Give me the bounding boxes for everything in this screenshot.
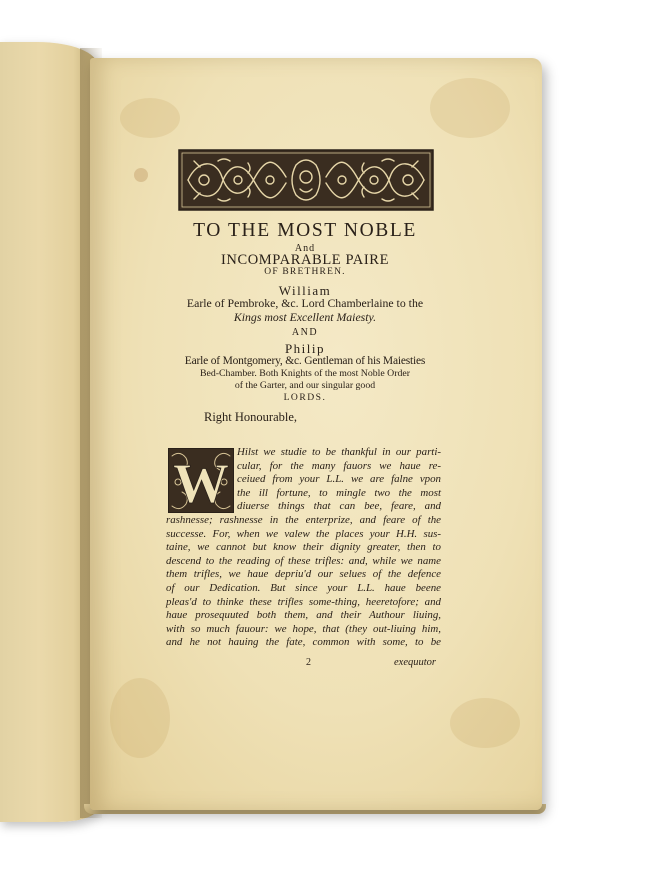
body-line: cular, for the many fauors we haue re- <box>237 459 441 472</box>
body-line: and he not hauing the fate, common with some, to be <box>166 636 441 649</box>
title-montgomery: Earle of Montgomery, &c. Gentleman of his Maiesties <box>184 355 426 367</box>
dedication-and: And <box>294 243 316 254</box>
dedication-brethren: OF BRETHREN. <box>264 267 346 277</box>
dedication-subtitle: INCOMPARABLE PAIRE <box>220 252 390 268</box>
body-line: descend to the reading of these trifles: and, while we name <box>166 554 441 567</box>
page-number: 2 <box>306 657 311 668</box>
name-william: William <box>278 283 332 298</box>
name-philip: Philip <box>284 341 326 356</box>
catchword: exequutor <box>394 657 436 668</box>
dedication-lords: LORDS. <box>283 392 327 403</box>
body-line: the ill fortune, to mingle two the most <box>237 486 441 499</box>
title-bed-chamber: Bed-Chamber. Both Knights of the most Noble Order <box>199 368 411 379</box>
body-line: Hilst we studie to be thankful in our parti- <box>237 446 441 458</box>
body-line: haue prosequuted both them, and their Authour liuing, <box>166 609 441 622</box>
body-line: ceiued from your L.L. we are falne vpon <box>237 473 441 486</box>
body-line: successe. For, when we valew the places your H.H. sus- <box>166 527 441 540</box>
body-line: taine, we cannot but know their dignity greater, then to <box>166 541 441 554</box>
body-line: them trifles, we haue depriu'd our selues of the defence <box>166 568 441 581</box>
title-pembroke: Earle of Pembroke, &c. Lord Chamberlaine to the <box>186 296 424 310</box>
body-line: diuerse things that can bee, feare, and <box>237 500 441 513</box>
salutation: Right Honourable, <box>204 410 298 424</box>
title-kings-majesty: Kings most Excellent Maiesty. <box>233 310 377 324</box>
body-line: of our Dedication. But since your L.L. haue beene <box>166 582 441 594</box>
title-garter: of the Garter, and our singular good <box>234 380 376 391</box>
dedication-title: TO THE MOST NOBLE <box>193 220 417 241</box>
body-line: rashnesse; rashnesse in the enterprize, and feare of the <box>166 514 441 526</box>
woodcut-headpiece-ornament <box>178 149 434 211</box>
drop-cap-letter: W <box>173 453 229 513</box>
decorated-drop-cap <box>168 448 234 513</box>
dedication-and-2: AND <box>291 327 319 338</box>
body-line: pleas'd to thinke these trifles some-thing, heeretofore; and <box>166 595 441 608</box>
body-line: with so much fauour: we hope, that (they out-liuing him, <box>166 622 441 635</box>
